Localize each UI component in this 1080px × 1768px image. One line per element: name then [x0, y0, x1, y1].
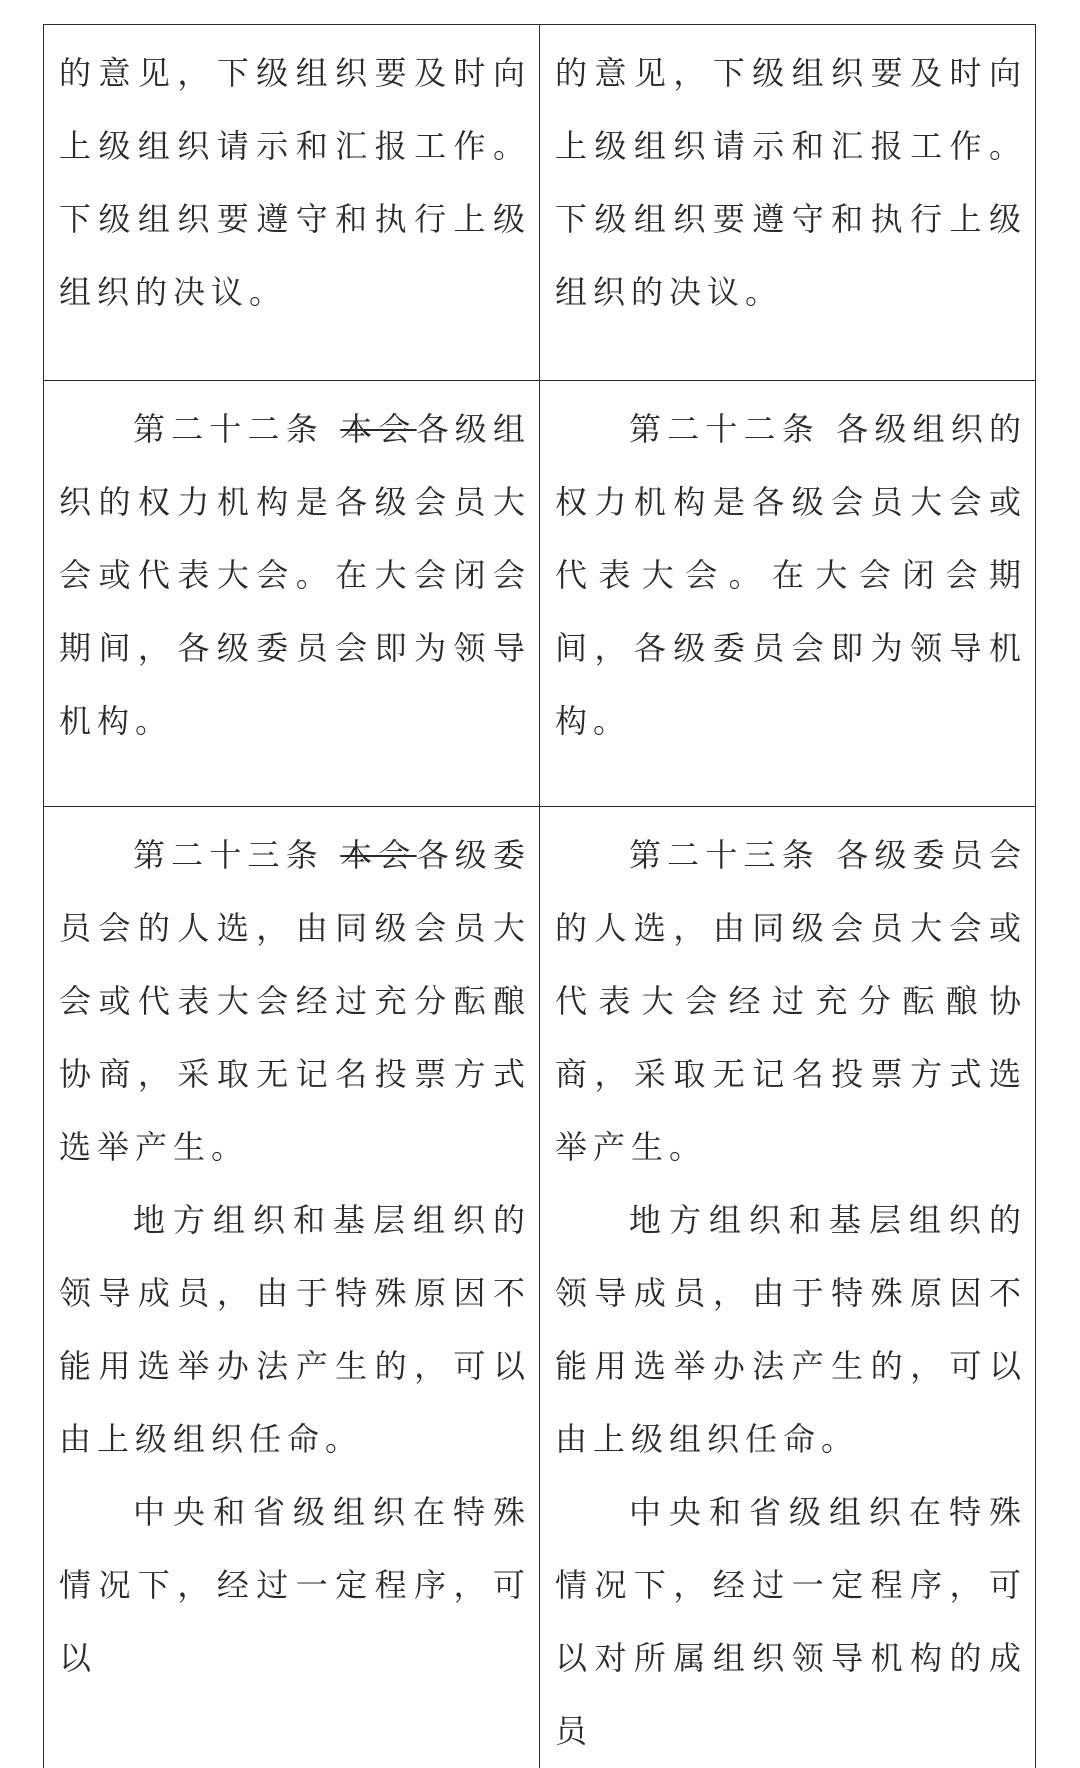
deleted-text: 本会: [340, 410, 416, 448]
table-row: [44, 381, 1036, 807]
article-number: 第二十三条: [133, 836, 340, 874]
article-23-paragraph: 第二十三条 各级委员会的人选，由同级会员大会或代表大会经过充分酝酿协商，采取无记名投票方式选举产生。: [555, 819, 1027, 1184]
article-22-paragraph: [59, 393, 531, 758]
deleted-text: 本会: [340, 836, 416, 874]
original-cell: [44, 381, 540, 807]
article-text: 各级组织的权力机构是各级会员大会或代表大会。在大会闭会期间，各级委员会即为领导机构。: [59, 410, 531, 740]
paragraph: 的意见，下级组织要及时向上级组织请示和汇报工作。下级组织要遵守和执行上级组织的决议。: [555, 37, 1027, 329]
original-cell: [44, 807, 540, 1768]
revised-cell: [540, 25, 1036, 381]
revised-cell: [540, 807, 1036, 1768]
table-row: [44, 807, 1036, 1768]
article-number: 第二十二条: [133, 410, 340, 448]
revised-cell: [540, 381, 1036, 807]
original-cell: [44, 25, 540, 381]
article-text: 各级委员会的人选，由同级会员大会或代表大会经过充分酝酿协商，采取无记名投票方式选举产生。: [59, 836, 531, 1166]
comparison-table: [43, 24, 1036, 1768]
table-row: [44, 25, 1036, 381]
article-22-paragraph: 第二十二条 各级组织的权力机构是各级会员大会或代表大会。在大会闭会期间，各级委员会即为领导机构。: [555, 393, 1027, 758]
paragraph: 中央和省级组织在特殊情况下，经过一定程序，可以: [59, 1476, 531, 1695]
paragraph: 地方组织和基层组织的领导成员，由于特殊原因不能用选举办法产生的，可以由上级组织任命。: [59, 1184, 531, 1476]
paragraph: 的意见，下级组织要及时向上级组织请示和汇报工作。下级组织要遵守和执行上级组织的决议。: [59, 37, 531, 329]
article-23-paragraph: [59, 819, 531, 1184]
paragraph: 中央和省级组织在特殊情况下，经过一定程序，可以对所属组织领导机构的成员: [555, 1476, 1027, 1768]
paragraph: 地方组织和基层组织的领导成员，由于特殊原因不能用选举办法产生的，可以由上级组织任命。: [555, 1184, 1027, 1476]
